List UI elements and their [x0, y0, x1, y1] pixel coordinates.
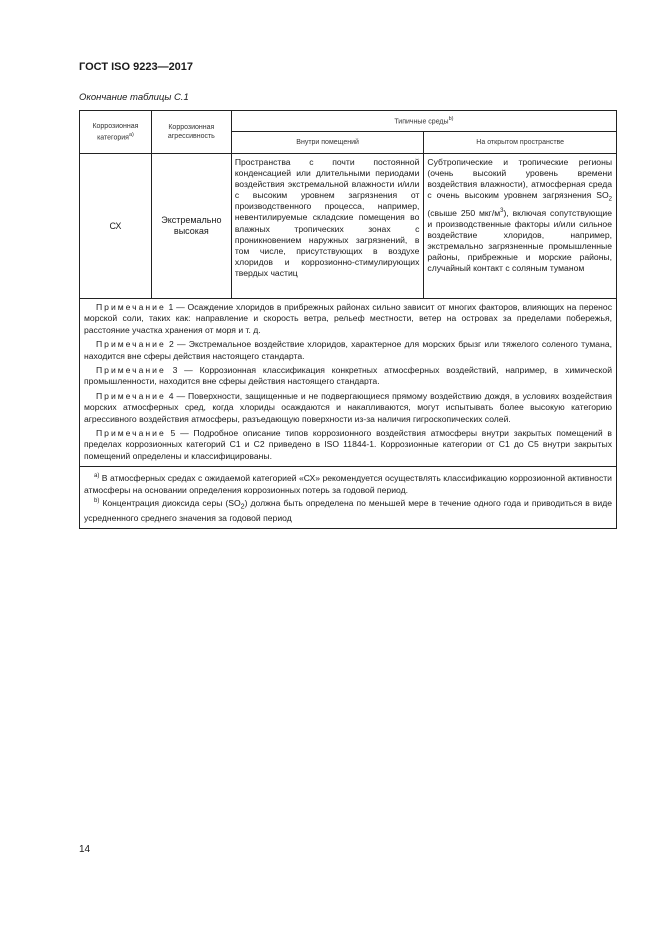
note-text: 3 — Коррозионная классификация конкретных атмосферных воздействий, например, в химической промышленности, находится вне сферы действия настоящего стандарта. [84, 365, 612, 387]
header-indoor: Внутри помещений [231, 132, 424, 154]
outdoor-text-part-1: Субтропические и тропические регионы (очень высокий уровень времени воздействия влажности), атмосферная среда с очень высоким уровнем загрязнения SO [427, 157, 612, 201]
category-code: СХ [80, 154, 152, 299]
note-text: 4 — Поверхности, защищенные и не подвергающиеся прямому воздействию дождя, в условиях воздействия морских атмосферных сред, когда хлориды осаждаются и накапливаются, могут испытывать более высокую категорию агрессивного воздействия атмосферы, разъедающую поверхности из-за наличия гигроскопических солей. [84, 390, 612, 424]
aggressiveness-value [151, 154, 231, 299]
header-typical-label: Типичные среды [394, 118, 449, 126]
note-2 [84, 339, 612, 362]
note-1 [84, 302, 612, 336]
corrosion-table [79, 110, 617, 529]
notes-block [80, 299, 617, 467]
footnote-b-mark: b) [94, 497, 100, 504]
note-5 [84, 428, 612, 462]
outdoor-so2-subscript: 2 [608, 197, 612, 203]
header-category-label: Коррозионная категория [92, 122, 139, 142]
note-3 [84, 365, 612, 388]
note-text: 5 — Подробное описание типов коррозионного воздействия атмосферы внутри закрытых помещений в пределах коррозионных категорий С1 и С2 приведено в ISO 11844-1. Коррозионные категории от С1 до С5 внутри закрытых помещений определены и классифицированы. [84, 428, 612, 461]
aggressiveness-line-2: высокая [173, 226, 209, 236]
note-label: Примечание [96, 428, 166, 439]
aggressiveness-line-1: Экстремально [161, 215, 222, 225]
header-outdoor: На открытом пространстве [424, 132, 617, 154]
note-label: Примечание [96, 390, 166, 401]
document-header: ГОСТ ISO 9223—2017 [79, 61, 194, 73]
footnote-a-mark: а) [94, 473, 100, 480]
footnote-a [84, 471, 612, 496]
note-text: 2 — Экстремальное воздействие хлоридов, характерное для морских брызг или тяжелого соленого тумана, находится вне сферы действия настоящего стандарта. [84, 339, 612, 361]
footnote-b-so2-subscript: 2 [240, 502, 245, 511]
footnote-b-text-1: Концентрация диоксида серы (SO [99, 497, 241, 508]
note-label: Примечание [96, 302, 166, 312]
indoor-description: Пространства с почти постоянной конденсацией или длительными периодами воздействия экстремальной влажности и/или с высоким уровнем загрязнения от производственного процесса, например, невентилируемые складские помещения во влажных тропических зонах с проникновением наружных загрязнений, в том числе, присутствующих в воздухе хлоридов и коррозионно-стимулирующих твердых частиц [231, 154, 424, 299]
note-4 [84, 391, 612, 425]
header-typical-environments [231, 111, 616, 132]
footnote-a-text: В атмосферных средах с ожидаемой категорией «СХ» рекомендуется осуществлять классификацию коррозионной активности атмосферы на основании определения коррозионных потерь за годовой период. [84, 473, 612, 495]
footnotes-block [80, 467, 617, 529]
footnote-b [84, 496, 612, 524]
header-category-footnote-mark: а) [128, 131, 134, 138]
note-label: Примечание [96, 339, 166, 350]
note-label: Примечание [96, 365, 166, 376]
header-typical-footnote-mark: b) [448, 116, 454, 123]
outdoor-description [424, 154, 617, 299]
outdoor-text-part-2: (свыше 250 мкг/м [427, 207, 501, 218]
header-category [80, 111, 152, 154]
table-caption: Окончание таблицы С.1 [79, 92, 189, 103]
outdoor-m3-superscript: 3 [500, 208, 504, 215]
note-text: 1 — Осаждение хлоридов в прибрежных районах сильно зависит от многих факторов, влияющих на перенос морской соли, таких как: направление и скорость ветра, рельеф местности, ветер на островах за пределами побережья, расстояние участка хранения от моря и т. д. [84, 302, 612, 335]
footnote-b-text-2: ) должна быть определена по меньшей мере в течение одного года и приводиться в виде усредненного среднего значения за годовой период [84, 497, 612, 523]
header-aggressiveness: Коррозионная агрессивность [151, 111, 231, 154]
page-number: 14 [79, 844, 91, 855]
outdoor-text-part-3: ), включая сопутствующие и производственные факторы и/или сильное воздействие хлоридов, например, экстремально загрязненные промышленные районы, прибрежные и морские районы, случайный контакт с соляным туманом [427, 207, 612, 274]
